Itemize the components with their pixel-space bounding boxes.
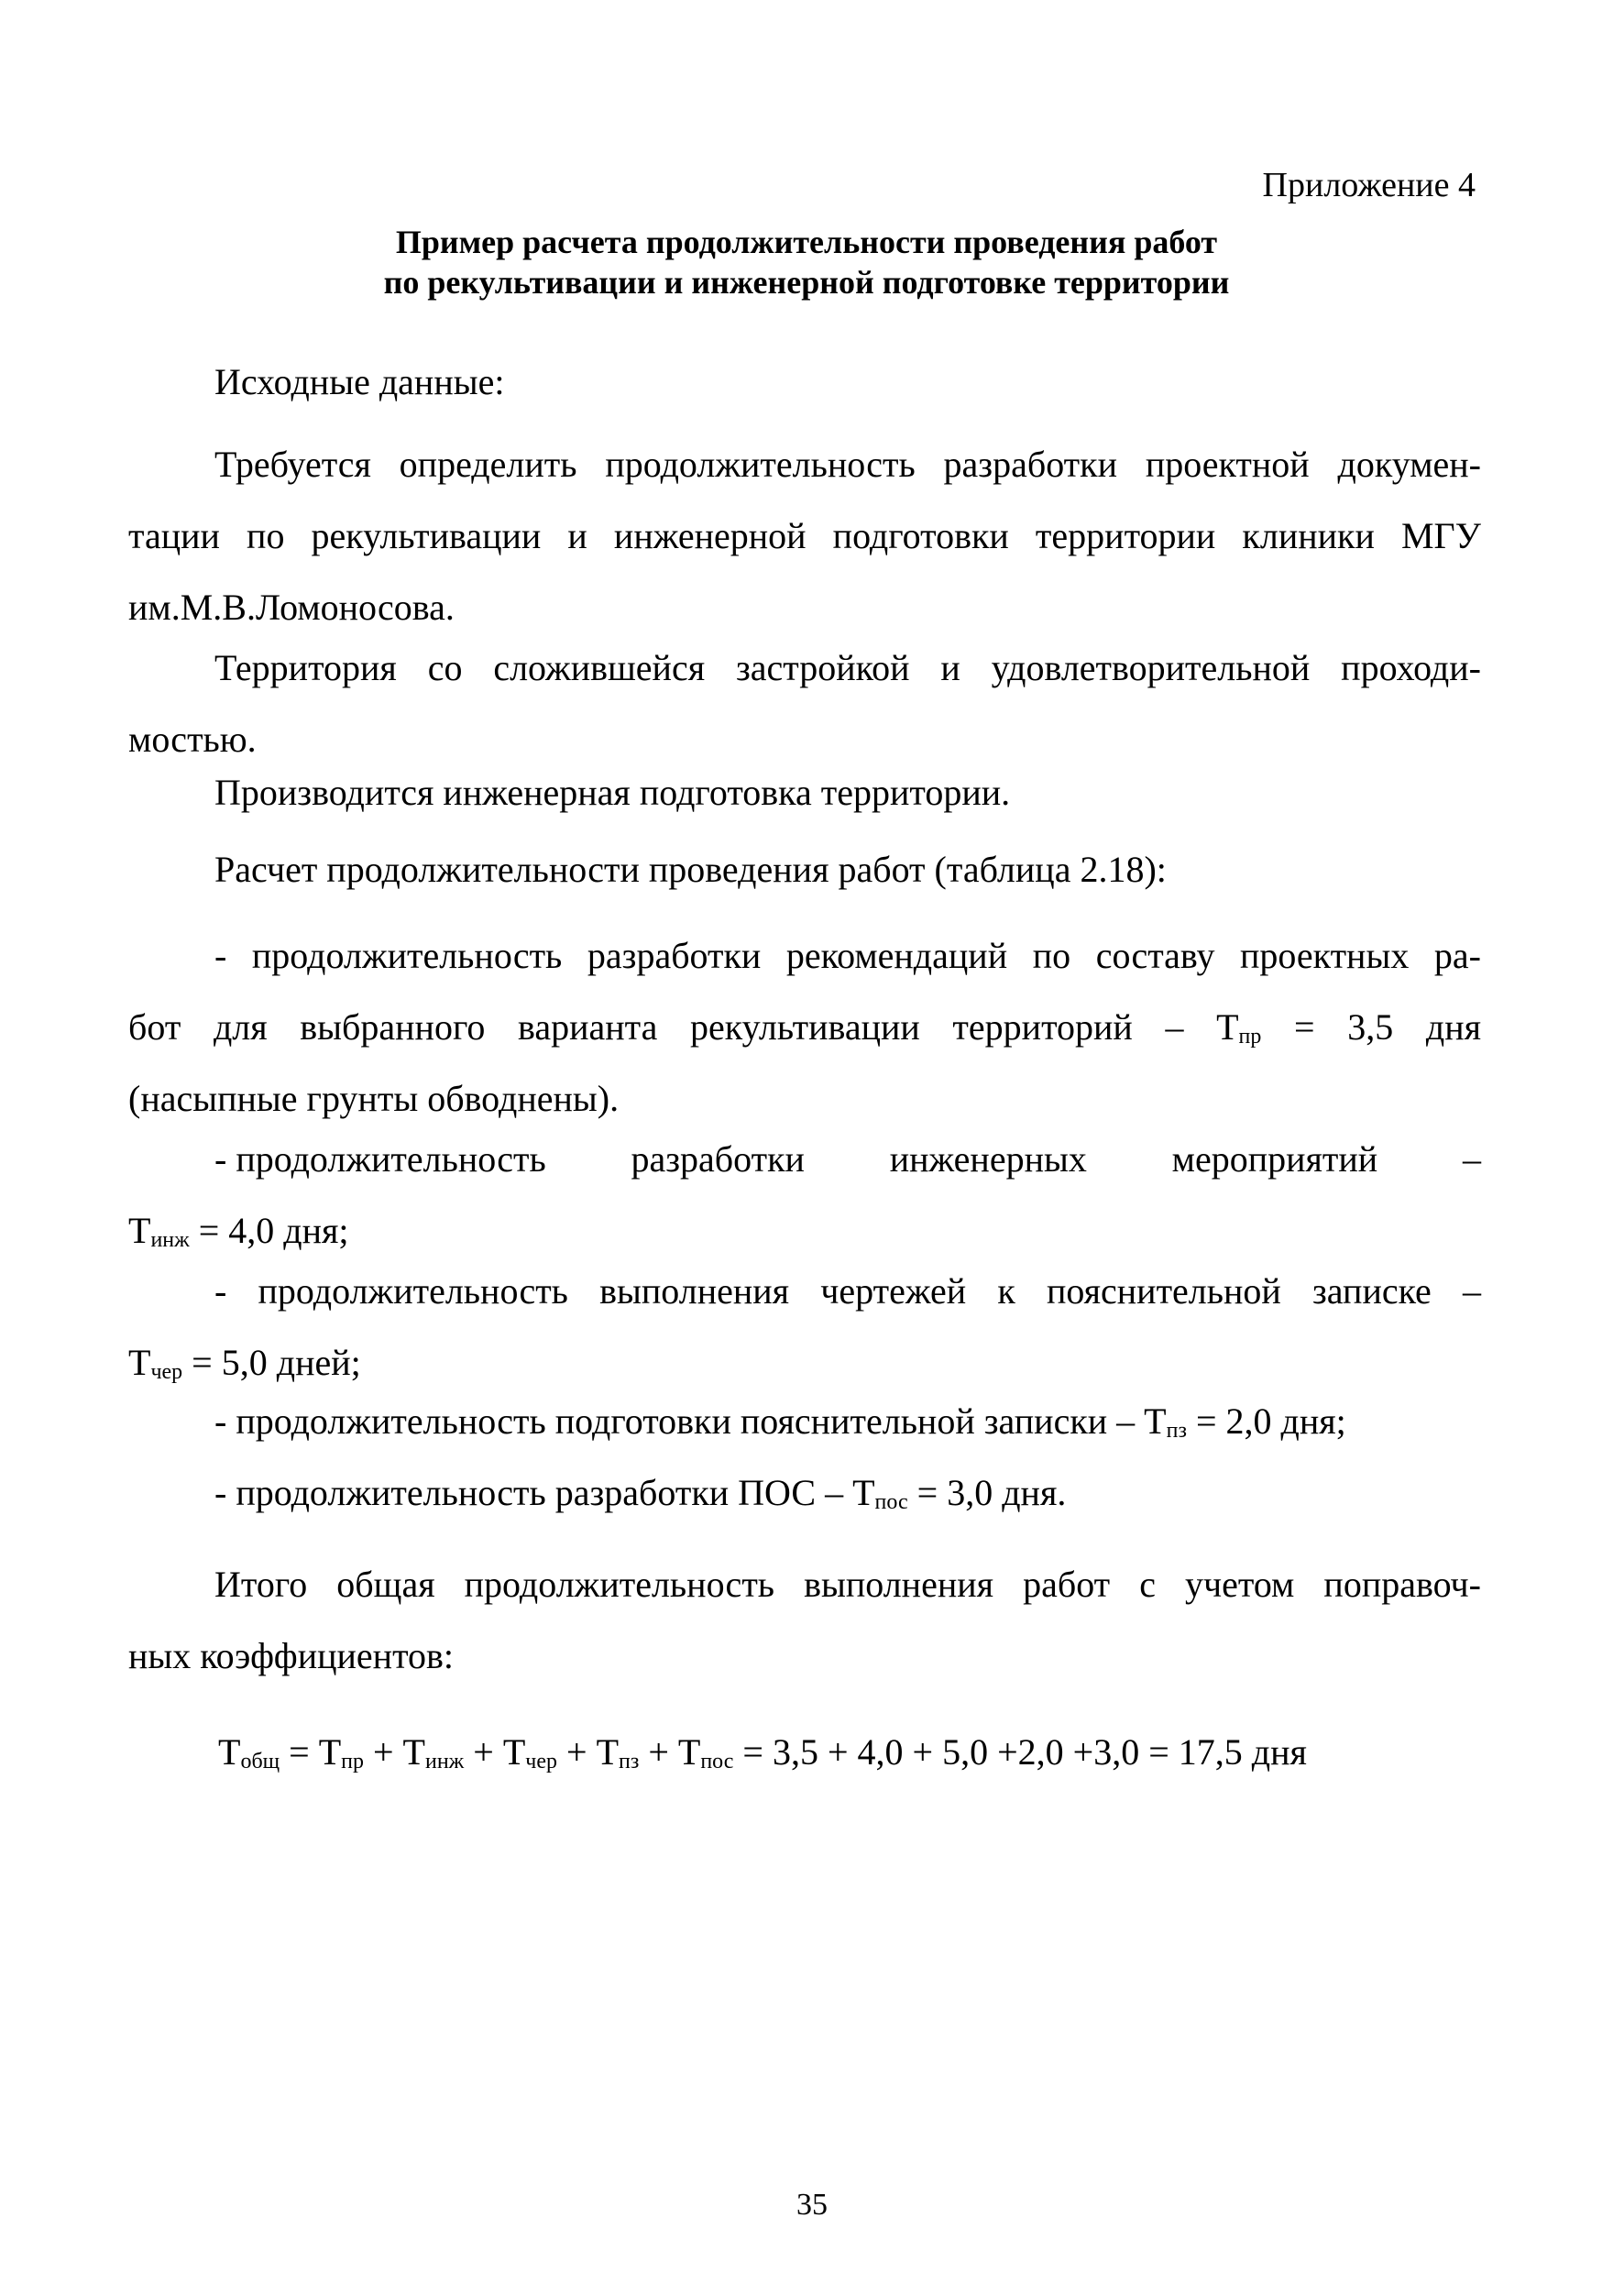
- list-item-drawings: [128, 1256, 1481, 1399]
- document-title: [128, 222, 1485, 302]
- paragraph-line: им.М.В.Ломоносова.: [128, 587, 455, 628]
- title-line-1: Пример расчета продолжительности проведения работ: [395, 224, 1218, 260]
- list-item-pos: - продолжительность разработки ПОС – $Т_{пос} = 3,0$ дня.: [214, 1472, 1067, 1514]
- paragraph-calculation: Расчет продолжительности проведения работ (таблица 2.18):: [214, 849, 1167, 890]
- list-item-line: $Т_{чер} = 5,0$ дней;: [128, 1342, 361, 1384]
- page-number: 35: [796, 2188, 828, 2222]
- paragraph-preparation: Производится инженерная подготовка территории.: [214, 772, 1011, 813]
- list-item-explanatory-note: - продолжительность подготовки пояснительной записки – $Т_{пз} = 2,0$ дня;: [214, 1400, 1346, 1443]
- paragraph-total: [128, 1549, 1481, 1692]
- paragraph-line: ных коэффициентов:: [128, 1635, 455, 1676]
- list-item-line: (насыпные грунты обводнены).: [128, 1078, 620, 1119]
- source-heading: Исходные данные:: [214, 361, 505, 402]
- paragraph-line: Итого общая продолжительность выполнения работ с учетом поправоч-: [214, 1564, 1481, 1605]
- paragraph-line: тации по рекультивации и инженерной подготовки территории клиники МГУ: [128, 515, 1481, 556]
- paragraph-line: мостью.: [128, 719, 257, 760]
- title-line-2: по рекультивации и инженерной подготовке территории: [383, 264, 1230, 301]
- paragraph-line: Территория со сложившейся застройкой и удовлетворительной проходи-: [214, 647, 1481, 688]
- list-item-line: $Т_{инж} = 4,0$ дня;: [128, 1210, 349, 1252]
- list-item-engineering: [128, 1124, 1481, 1267]
- appendix-label: Приложение 4: [1262, 166, 1476, 204]
- list-item-line: бот для выбранного варианта рекультивации территорий – $Т_{пр} = 3,5$ дня: [128, 1006, 1482, 1049]
- paragraph-requirement: [128, 429, 1481, 643]
- paragraph-territory: [128, 632, 1481, 775]
- list-item-recommendations: [128, 920, 1481, 1135]
- list-item-line: - продолжительность разработки рекомендаций по составу проектных ра-: [214, 935, 1481, 976]
- total-duration-formula: $Т_{общ} = Т_{пр} + Т_{инж} + Т_{чер} + Т_{пз} + Т_{пос} = 3,5 + 4,0 + 5,0 +2,0 +3,0 = 17,5$ дня: [218, 1731, 1307, 1773]
- list-item-line: - продолжительность разработки инженерных мероприятий –: [214, 1138, 1481, 1180]
- list-item-line: - продолжительность выполнения чертежей к пояснительной записке –: [214, 1270, 1481, 1312]
- paragraph-line: Требуется определить продолжительность разработки проектной докумен-: [214, 444, 1481, 485]
